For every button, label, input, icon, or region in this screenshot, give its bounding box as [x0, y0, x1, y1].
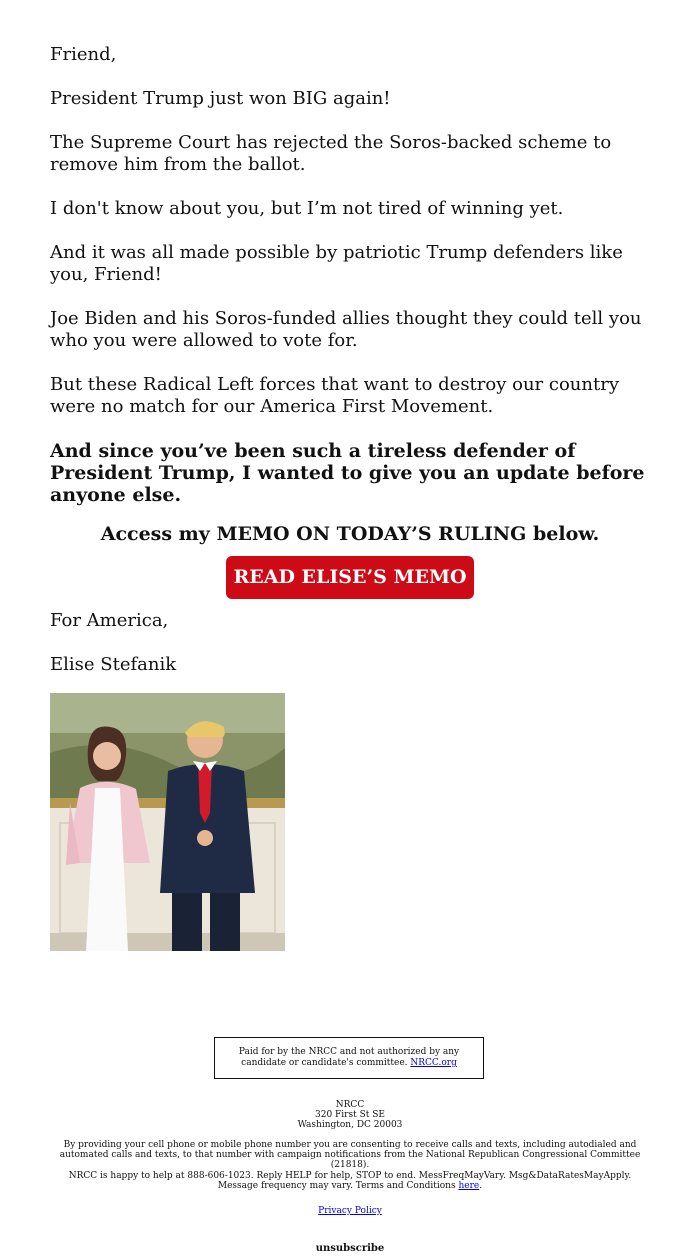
signoff: For America, [50, 610, 169, 631]
address-block [50, 1100, 650, 1130]
org-name: NRCC [335, 1100, 365, 1110]
photo-illustration [50, 693, 285, 951]
paid-for-disclaimer [214, 1037, 484, 1079]
unsubscribe-link[interactable]: unsubscribe [315, 1243, 385, 1254]
greeting: Friend, [50, 44, 117, 65]
privacy-policy-link[interactable]: Privacy Policy [318, 1206, 382, 1216]
paragraph-6: But these Radical Left forces that want to destroy our country were no match for our America First Movement. [50, 374, 619, 417]
privacy-row [50, 1206, 650, 1216]
read-memo-button[interactable]: READ ELISE’S MEMO [226, 556, 474, 599]
bold-paragraph: And since you’ve been such a tireless defender of President Trump, I wanted to give you an update before anyone else. [50, 440, 645, 506]
signature: Elise Stefanik [50, 654, 177, 675]
paragraph-1: President Trump just won BIG again! [50, 88, 391, 109]
paragraph-5: Joe Biden and his Soros-funded allies thought they could tell you who you were allowed to vote for. [50, 308, 642, 351]
help-text-body: NRCC is happy to help at 888-606-1023. Reply HELP for help, STOP to end. MessFreqMayVary. Msg&DataRatesMayApply. Message frequency may vary. Terms and Conditions [68, 1171, 632, 1191]
address-line-2: Washington, DC 20003 [297, 1120, 403, 1130]
paragraph-3: I don't know about you, but I’m not tired of winning yet. [50, 198, 564, 219]
help-text [50, 1171, 650, 1191]
disclaimer-text: Paid for by the NRCC and not authorized by any candidate or candidate's committee. [238, 1047, 460, 1068]
paragraph-4: And it was all made possible by patriotic Trump defenders like you, Friend! [50, 242, 623, 285]
help-suffix: . [479, 1181, 483, 1191]
paragraph-2: The Supreme Court has rejected the Soros-backed scheme to remove him from the ballot. [50, 132, 612, 175]
address-line-1: 320 First St SE [315, 1110, 385, 1120]
sms-consent: By providing your cell phone or mobile phone number you are consenting to receive calls and texts, including autodialed and automated calls and texts, to that number with campaign notifications from the National Republican Congressional Committee (21818). [59, 1140, 641, 1170]
access-memo-line: Access my MEMO ON TODAY’S RULING below. [100, 523, 600, 545]
terms-link[interactable]: here [458, 1181, 480, 1191]
nrcc-link[interactable]: NRCC.org [410, 1058, 457, 1068]
stefanik-trump-photo [50, 693, 285, 951]
